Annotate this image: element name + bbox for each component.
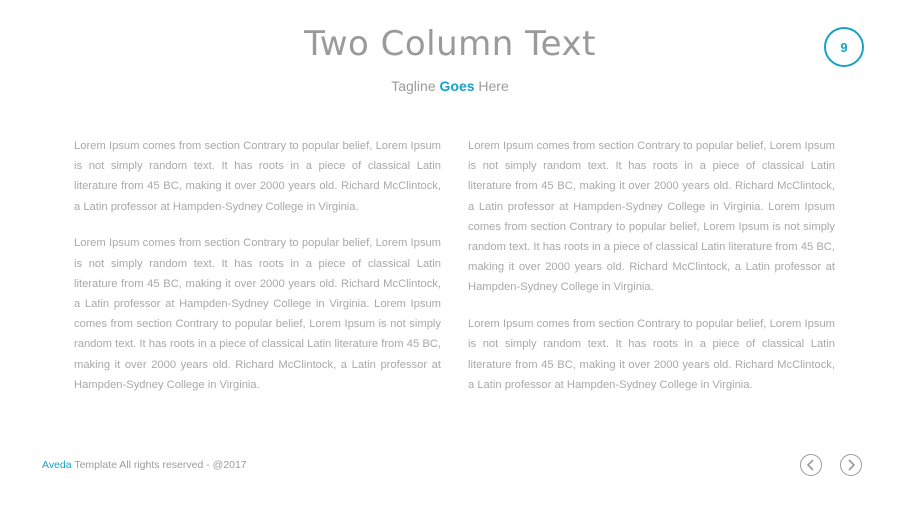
footer-copyright: Template All rights reserved - @2017 bbox=[71, 459, 247, 471]
tagline-accent: Goes bbox=[439, 78, 475, 94]
next-slide-button[interactable] bbox=[840, 454, 862, 476]
slide-title: Two Column Text bbox=[304, 24, 596, 64]
page-number-badge: 9 bbox=[824, 27, 864, 67]
left-paragraph-2: Lorem Ipsum comes from section Contrary to popular belief, Lorem Ipsum is not simply random text. It has roots in a piece of classical Latin literature from 45 BC, making it over 2000 years old. Richard McClintock, a Latin professor at Hampden-Sydney College in Virginia. Lorem Ipsum comes from section Contrary to popular belief, Lorem Ipsum is not simply random text. It has roots in a piece of classical Latin literature from 45 BC, making it over 2000 years old. Richard McClintock, a Latin professor at Hampden-Sydney College in Virginia. bbox=[74, 237, 441, 391]
slide-tagline bbox=[0, 76, 900, 96]
chevron-right-icon bbox=[846, 459, 856, 471]
right-paragraph-1: Lorem Ipsum comes from section Contrary to popular belief, Lorem Ipsum is not simply random text. It has roots in a piece of classical Latin literature from 45 BC, making it over 2000 years old. Richard McClintock, a Latin professor at Hampden-Sydney College in Virginia. Lorem Ipsum comes from section Contrary to popular belief, Lorem Ipsum is not simply random text. It has roots in a piece of classical Latin literature from 45 BC, making it over 2000 years old. Richard McClintock, a Latin professor at Hampden-Sydney College in Virginia. bbox=[468, 140, 835, 294]
footer bbox=[42, 457, 247, 473]
right-column bbox=[468, 136, 835, 411]
left-paragraph-1: Lorem Ipsum comes from section Contrary to popular belief, Lorem Ipsum is not simply random text. It has roots in a piece of classical Latin literature from 45 BC, making it over 2000 years old. Richard McClintock, a Latin professor at Hampden-Sydney College in Virginia. bbox=[74, 140, 441, 213]
tagline-suffix: Here bbox=[474, 78, 509, 94]
chevron-left-icon bbox=[806, 459, 816, 471]
previous-slide-button[interactable] bbox=[800, 454, 822, 476]
tagline-prefix: Tagline bbox=[391, 78, 440, 94]
left-column bbox=[74, 136, 441, 411]
footer-brand: Aveda bbox=[42, 459, 72, 471]
right-paragraph-2: Lorem Ipsum comes from section Contrary to popular belief, Lorem Ipsum is not simply random text. It has roots in a piece of classical Latin literature from 45 BC, making it over 2000 years old. Richard McClintock, a Latin professor at Hampden-Sydney College in Virginia. bbox=[468, 318, 835, 391]
